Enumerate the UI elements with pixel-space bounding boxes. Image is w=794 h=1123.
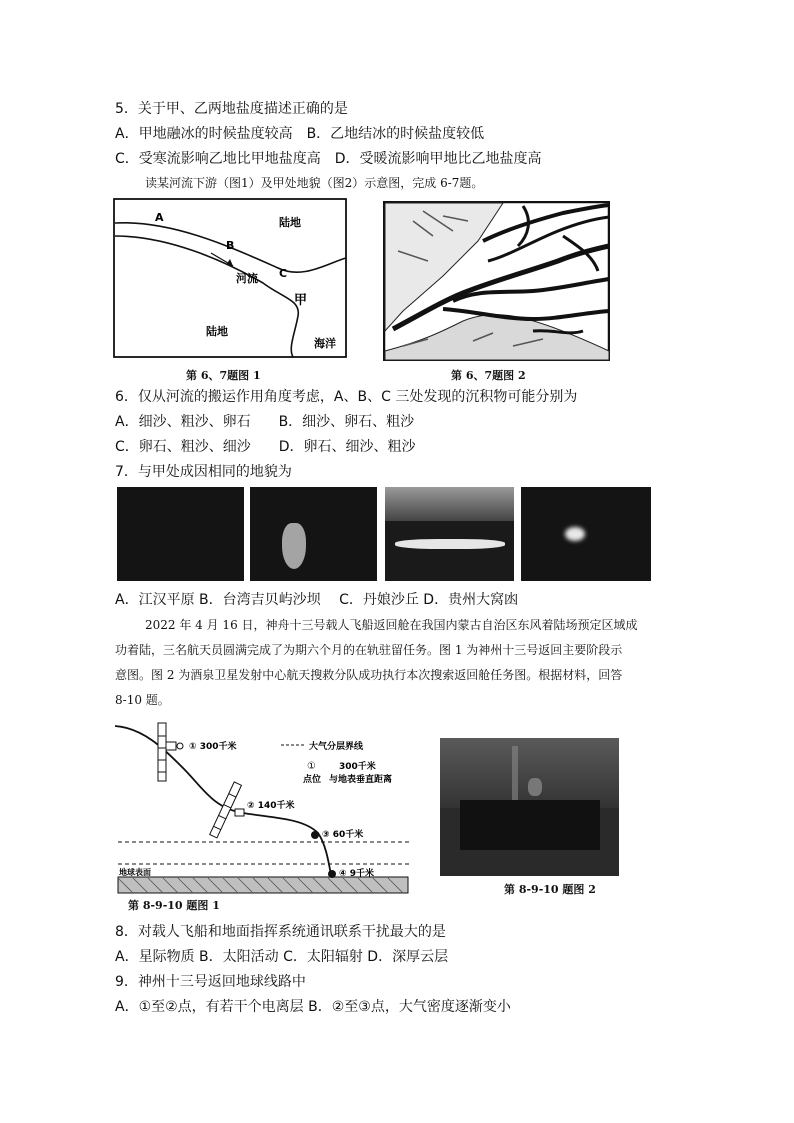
intro-8-10-line4: 8-10 题。 [115, 693, 170, 707]
intro-6-7: 读某河流下游（图1）及甲处地貌（图2）示意图，完成 6-7题。 [145, 176, 484, 190]
intro-8-10-line2: 功着陆，三名航天员圆满完成了为期六个月的在轨驻留任务。图 1 为神州十三号返回主要阶段示 [115, 643, 623, 657]
legend-boundary-label: 大气分层界线 [309, 742, 364, 752]
q8-options: A．星际物质 B．太阳活动 C．太阳辐射 D．深厚云层 [115, 949, 449, 965]
land-bottom-label: 陆地 [206, 325, 228, 338]
photo-search-team [440, 738, 619, 876]
point-1-label: ① 300千米 [189, 742, 237, 752]
q8-stem: 8．对载人飞船和地面指挥系统通讯联系干扰最大的是 [115, 924, 446, 940]
q9-stem: 9．神州十三号返回地球线路中 [115, 974, 306, 990]
q6-options-cd: C．卵石、粗沙、细沙 D．卵石、细沙、粗沙 [115, 439, 416, 455]
q5-stem: 5．关于甲、乙两地盐度描述正确的是 [115, 101, 348, 117]
land-top-label: 陆地 [279, 216, 301, 229]
fig1-caption: 第 6、7题图 1 [186, 369, 261, 382]
intro-8-10-line1: 2022 年 4 月 16 日，神舟十三号载人飞船返回舱在我国内蒙古自治区东风着陆场预定区域成 [145, 618, 638, 632]
q7-options: A．江汉平原 B．台湾吉贝屿沙坝 C．丹娘沙丘 D．贵州大窝凼 [115, 592, 519, 608]
legend-desc: 与地表垂直距离 [329, 775, 393, 785]
river-label: 河流 [236, 272, 258, 285]
spacecraft-icon [158, 723, 183, 781]
label-a: A [155, 211, 164, 224]
photo-jianghan-plain [117, 487, 244, 581]
q6-options-ab: A．细沙、粗沙、卵石 B．细沙、卵石、粗沙 [115, 414, 415, 430]
label-b: B [226, 239, 235, 252]
fig2-caption: 第 6、7题图 2 [451, 369, 526, 382]
q5-options-cd: C．受寒流影响乙地比甲地盐度高 D．受暖流影响甲地比乙地盐度高 [115, 151, 542, 167]
photo-sinkhole [521, 487, 651, 581]
reentry-trajectory-figure [113, 718, 413, 898]
ocean-label: 海洋 [314, 337, 336, 350]
river-map-figure [113, 198, 348, 360]
fig3-caption: 第 8-9-10 题图 1 [128, 899, 220, 912]
point-4-label: ④ 9千米 [339, 869, 375, 879]
legend-point: 点位 [303, 775, 322, 785]
ground-label: 地球表面 [119, 868, 151, 877]
q6-stem: 6．仅从河流的搬运作用角度考虑，A、B、C 三处发现的沉积物可能分别为 [115, 389, 578, 405]
photo-sandbar [250, 487, 377, 581]
fig4-caption: 第 8-9-10 题图 2 [504, 883, 596, 896]
jia-label: 甲 [294, 293, 308, 308]
intro-8-10-line3: 意图。图 2 为酒泉卫星发射中心航天搜救分队成功执行本次搜索返回舱任务图。根据材料，回答 [115, 668, 623, 682]
label-c: C [279, 267, 288, 280]
q7-stem: 7．与甲处成因相同的地貌为 [115, 464, 292, 480]
point-3-label: ③ 60千米 [322, 830, 364, 840]
legend-dist: 300千米 [339, 762, 376, 772]
q5-options-ab: A．甲地融冰的时候盐度较高 B．乙地结冰的时候盐度较低 [115, 126, 485, 142]
photo-dune [385, 487, 514, 581]
legend-marker: ① [307, 761, 316, 772]
delta-landform-figure [383, 201, 610, 361]
point-2-label: ② 140千米 [247, 801, 295, 811]
q9-options: A．①至②点，有若干个电离层 B．②至③点，大气密度逐渐变小 [115, 999, 511, 1015]
